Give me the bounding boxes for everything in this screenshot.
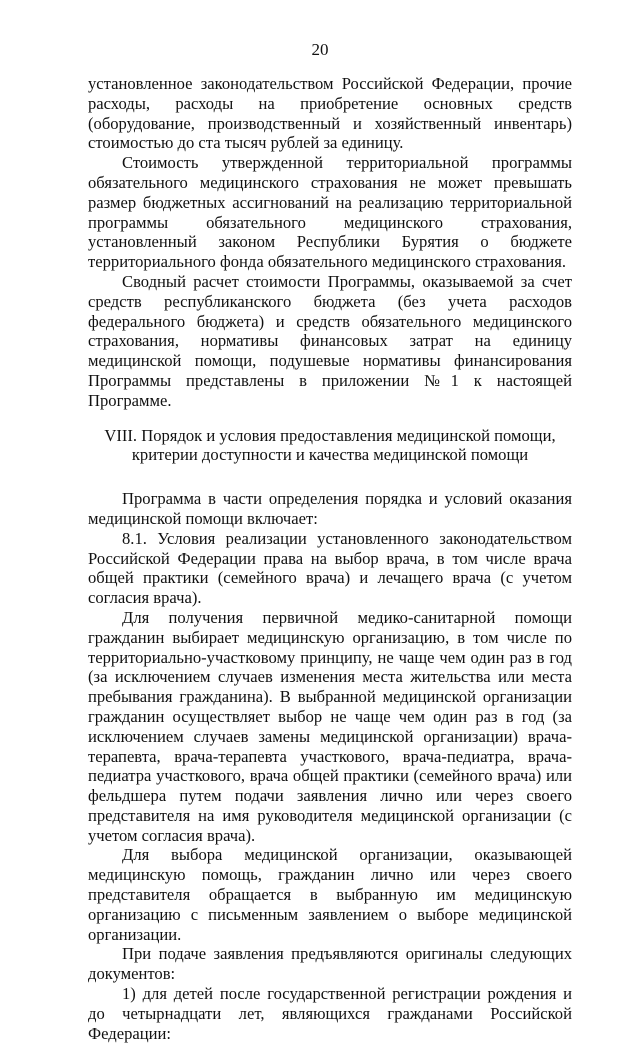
section-heading-line: критерии доступности и качества медицинской помощи xyxy=(131,445,529,465)
section-heading xyxy=(88,426,572,466)
paragraph: 8.1. Условия реализации установленного законодательством Российской Федерации права на выбор врача, в том числе врача общей практики (семейного врача) и лечащего врача (с учетом согласия врача). xyxy=(88,528,572,608)
paragraph: Стоимость утвержденной территориальной программы обязательного медицинского страхования не может превышать размер бюджетных ассигнований на реализацию территориальной программы обязательного медицинского страхования, установленный законом Республики Бурятия о бюджете территориального фонда обязательного медицинского страхования. xyxy=(88,153,572,272)
paragraph: Для получения первичной медико-санитарной помощи гражданин выбирает медицинскую организацию, в том числе по территориально-участковому принципу, не чаще чем один раз в год (за исключением случаев изменения места жительства или места пребывания гражданина). В выбранной медицинской организации гражданин осуществляет выбор не чаще чем один раз в год (за исключением случаев замены медицинской организации) врача-терапевта, врача-терапевта участкового, врача-педиатра, врача-педиатра участкового, врача общей практики (семейного врача) или фельдшера путем подачи заявления лично или через своего представителя на имя руководителя медицинской организации (с учетом согласия врача). xyxy=(88,607,572,845)
paragraph: Программа в части определения порядка и условий оказания медицинской помощи включает: xyxy=(88,489,572,528)
paragraph: 1) для детей после государственной регистрации рождения и до четырнадцати лет, являющихся гражданами Российской Федерации: xyxy=(88,984,572,1043)
document-body xyxy=(88,74,572,1043)
section-heading-line: VIII. Порядок и условия предоставления медицинской помощи, xyxy=(104,425,556,445)
page-number: 20 xyxy=(311,40,329,59)
paragraph: При подаче заявления предъявляются оригиналы следующих документов: xyxy=(88,944,572,984)
paragraph: установленное законодательством Российской Федерации, прочие расходы, расходы на приобретение основных средств (оборудование, производственный и хозяйственный инвентарь) стоимостью до ста тысяч рублей за единицу. xyxy=(88,74,572,153)
paragraph: Сводный расчет стоимости Программы, оказываемой за счет средств республиканского бюджета (без учета расходов федерального бюджета) и средств обязательного медицинского страхования, нормативы финансовых затрат на единицу медицинской помощи, подушевые нормативы финансирования Программы представлены в приложении №1 к настоящей Программе. xyxy=(88,271,572,410)
paragraph: Для выбора медицинской организации, оказывающей медицинскую помощь, гражданин лично или через своего представителя обращается в выбранную им медицинскую организацию с письменным заявлением о выборе медицинской организации. xyxy=(88,845,572,944)
